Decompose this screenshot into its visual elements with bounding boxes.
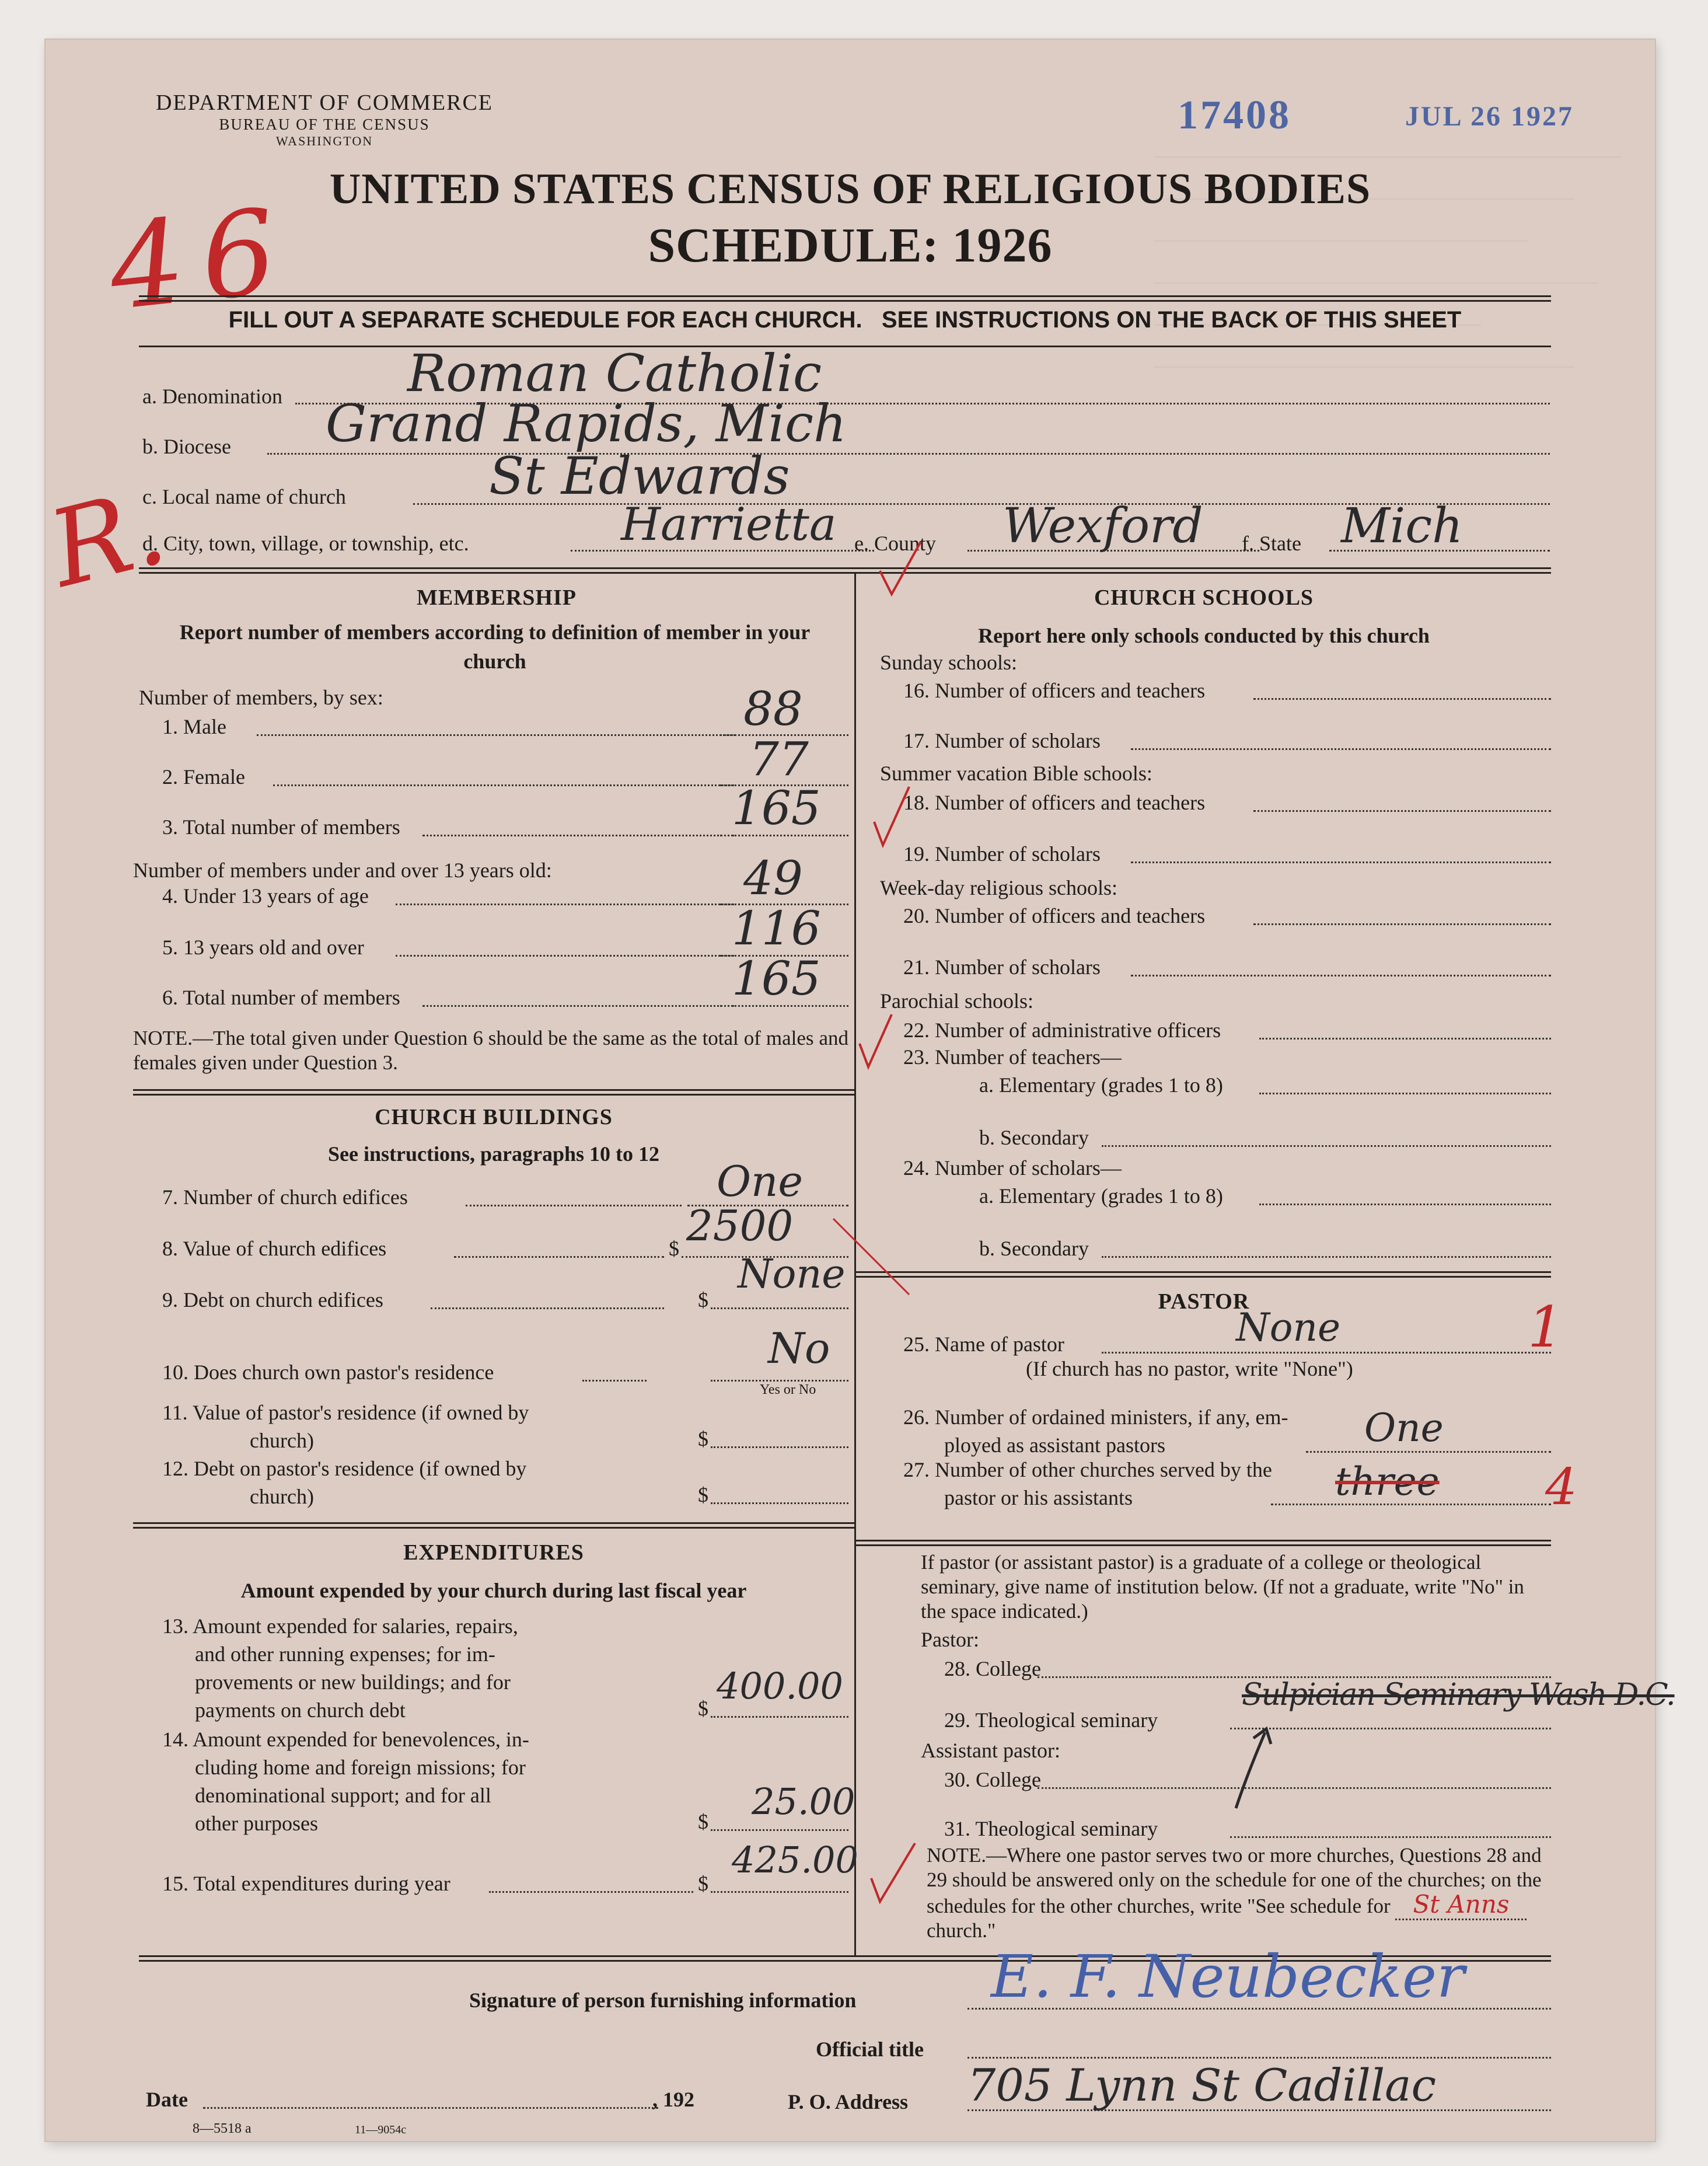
q26-line1: 26. Number of ordained ministers, if any, em- [903,1405,1288,1429]
date-label: Date [146,2088,188,2111]
q28-label: 28. College [944,1657,1041,1680]
state-label: f. State [1242,532,1301,555]
q5-label: 5. 13 years old and over [162,936,364,959]
graduate-instruction: If pastor (or assistant pastor) is a graduate of a college or theological seminary, give name of institution below. (If not a graduate, write "No" in the space indicated.) [921,1551,1524,1623]
q13-line4: payments on church debt [195,1698,406,1722]
signature-value: E. F. Neubecker [991,1942,1465,2011]
q3-value: 165 [732,781,821,835]
membership-section-title: MEMBERSHIP [417,585,577,610]
q29-value: Sulpician Seminary Wash D.C. [1242,1677,1675,1712]
red-check-marks [804,507,979,1907]
q15-value: 425.00 [732,1839,858,1881]
q23a-field[interactable] [1259,1090,1551,1094]
q21-field[interactable] [1131,972,1551,976]
q4-label: 4. Under 13 years of age [162,884,369,908]
q16-label: 16. Number of officers and teachers [903,679,1206,702]
q11-line2: church) [250,1429,314,1452]
q23-label: 23. Number of teachers— [903,1045,1122,1069]
q14-dollar: $ [698,1810,708,1833]
q25-label: 25. Name of pastor [903,1333,1064,1356]
form-number: 8—5518 a [193,2121,252,2136]
q20-field[interactable] [1253,921,1551,925]
q2-value: 77 [749,732,809,786]
state-value: Mich [1341,498,1463,554]
q10-label: 10. Does church own pastor's residence [162,1361,494,1384]
denomination-value: Roman Catholic [407,343,822,403]
city-label: d. City, town, village, or township, etc. [142,532,469,555]
q23b-label: b. Secondary [979,1126,1089,1149]
receipt-date-stamp: JUL 26 1927 [1405,101,1574,132]
q14-line2: cluding home and foreign missions; for [195,1756,526,1779]
schedule-title: SCHEDULE: 1926 [648,218,1053,273]
q21-label: 21. Number of scholars [903,955,1101,979]
expenditures-section-title: EXPENDITURES [403,1540,584,1565]
q9-label: 9. Debt on church edifices [162,1288,383,1312]
date-year-suffix: , 192 [652,2088,694,2111]
denomination-label: a. Denomination [142,385,282,408]
q25-instruction: (If church has no pastor, write "None") [1026,1357,1353,1380]
q12-line2: church) [250,1485,314,1508]
schools-subtitle: Report here only schools conducted by this church [978,624,1430,647]
county-label: e. County [854,532,936,555]
q12-line1: 12. Debt on pastor's residence (if owned by [162,1457,527,1480]
q15-dollar: $ [698,1872,708,1895]
signature-label: Signature of person furnishing information [469,1989,857,2012]
q11-dollar: $ [698,1427,708,1450]
weekday-schools-label: Week-day religious schools: [880,876,1118,899]
members-by-age-label: Number of members under and over 13 years old: [133,859,552,882]
pastor-note [927,1843,1551,1943]
q25-field[interactable] [1102,1349,1551,1354]
q29-label: 29. Theological seminary [944,1708,1158,1732]
buildings-section-title: CHURCH BUILDINGS [375,1105,613,1129]
pastor-sublabel: Pastor: [921,1628,980,1651]
q13-label [162,1612,518,1724]
q27-red-mark: 4 [1545,1458,1577,1516]
department-header [149,90,500,149]
q14-value: 25.00 [752,1780,855,1823]
reverse-side-bleedthrough [1154,127,1621,1236]
census-schedule-sheet [38,40,1675,2141]
q25-value: None [1236,1305,1341,1350]
receipt-number-stamp: 17408 [1178,93,1291,138]
q27-line1: 27. Number of other churches served by the [903,1458,1272,1481]
q13-value: 400.00 [717,1665,843,1707]
q9-value: None [738,1251,846,1297]
city-value: Harrietta [621,498,837,551]
pastor-section-title: PASTOR [1158,1289,1250,1314]
q14-line1: 14. Amount expended for benevolences, in- [162,1728,529,1751]
q14-line4: other purposes [195,1812,318,1835]
q24a-field[interactable] [1259,1201,1551,1205]
q18-field[interactable] [1253,808,1551,812]
q12-dollar: $ [698,1483,708,1506]
q7-label: 7. Number of church edifices [162,1185,408,1209]
q1-value: 88 [743,682,803,736]
date-field[interactable] [203,2105,658,2109]
q16-field[interactable] [1253,696,1551,700]
q6-label: 6. Total number of members [162,986,400,1009]
page-number-annotation: 46 [103,182,300,337]
q15-label: 15. Total expenditures during year [162,1872,450,1895]
q13-line2: and other running expenses; for im- [195,1642,495,1666]
q13-line1: 13. Amount expended for salaries, repairs, [162,1614,518,1638]
county-value: Wexford [1003,498,1203,554]
form-title: UNITED STATES CENSUS OF RELIGIOUS BODIES [329,165,1371,213]
q3-label: 3. Total number of members [162,815,400,839]
q9-dollar: $ [698,1288,708,1312]
po-address-label: P. O. Address [788,2090,909,2113]
hand-arrow-mark [1224,1721,1294,1814]
q14-label [162,1725,529,1837]
q26-line2: ployed as assistant pastors [944,1433,1165,1457]
q8-dollar: $ [669,1237,679,1260]
q24b-label: b. Secondary [979,1237,1089,1260]
q24b-field[interactable] [1102,1254,1551,1258]
q24a-label: a. Elementary (grades 1 to 8) [979,1184,1223,1208]
q17-field[interactable] [1131,746,1551,750]
q6-value: 165 [732,951,821,1006]
q27-value: three [1335,1459,1440,1504]
bureau-city: WASHINGTON [275,134,373,148]
q8-value: 2500 [686,1201,794,1250]
q19-field[interactable] [1131,859,1551,863]
q30-label: 30. College [944,1768,1041,1791]
parochial-schools-label: Parochial schools: [880,989,1033,1013]
pastor-note-text: NOTE.—Where one pastor serves two or more churches, Questions 28 and 29 should be answered only on the schedule for one of the churches; on the schedules for the other churches, write "See schedule for [927,1844,1542,1917]
print-number: 11—9054c [355,2123,407,2136]
q12-label [162,1455,526,1511]
q11-line1: 11. Value of pastor's residence (if owned by [162,1401,529,1424]
q18-label: 18. Number of officers and teachers [903,791,1206,814]
q23b-field[interactable] [1102,1143,1551,1147]
q4-value: 49 [743,851,803,905]
q13-line3: provements or new buildings; and for [195,1670,511,1694]
q24-label: 24. Number of scholars— [903,1156,1122,1180]
bureau-name: BUREAU OF THE CENSUS [219,116,430,133]
q27-line2: pastor or his assistants [944,1486,1133,1509]
q7-value: One [717,1157,804,1206]
q5-value: 116 [732,901,821,955]
r-mark-annotation: R. [38,465,177,612]
diocese-label: b. Diocese [142,435,231,458]
q1-label: 1. Male [162,715,226,738]
yes-or-no-hint: Yes or No [760,1382,816,1397]
q2-label: 2. Female [162,765,245,789]
q23a-label: a. Elementary (grades 1 to 8) [979,1073,1223,1097]
q20-label: 20. Number of officers and teachers [903,904,1206,927]
official-title-label: Official title [816,2038,924,2061]
diocese-value: Grand Rapids, Mich [326,393,847,454]
q17-label: 17. Number of scholars [903,729,1101,752]
expenditures-subtitle: Amount expended by your church during last fiscal year [240,1579,747,1602]
summer-schools-label: Summer vacation Bible schools: [880,762,1152,785]
q26-value: One [1364,1405,1444,1450]
q22-field[interactable] [1259,1035,1551,1040]
q19-label: 19. Number of scholars [903,842,1101,866]
q25-red-mark: 1 [1528,1295,1564,1360]
assistant-pastor-sublabel: Assistant pastor: [921,1739,1060,1762]
q13-dollar: $ [698,1697,708,1720]
membership-subtitle: Report number of members according to definition of member in your church [179,620,811,673]
q30-field[interactable] [1038,1785,1551,1789]
q31-field[interactable] [1230,1834,1551,1838]
official-title-field[interactable] [967,2055,1551,2059]
fill-out-instruction: FILL OUT A SEPARATE SCHEDULE FOR EACH CHURCH. SEE INSTRUCTIONS ON THE BACK OF THIS SHEET [228,307,1462,333]
pastor-note-fill: St Anns [1395,1890,1527,1920]
q10-value: No [768,1324,830,1373]
po-address-value: 705 Lynn St Cadillac [967,2059,1437,2111]
q14-line3: denominational support; and for all [195,1784,491,1807]
q22-label: 22. Number of administrative officers [903,1019,1221,1042]
pastor-note-end: church." [927,1919,996,1942]
q31-label: 31. Theological seminary [944,1817,1158,1840]
membership-note: NOTE.—The total given under Question 6 should be the same as the total of males and females given under Question 3. [133,1027,848,1074]
local-church-name-value: St Edwards [489,446,790,506]
local-church-name-label: c. Local name of church [142,485,346,508]
department-name: DEPARTMENT OF COMMERCE [155,90,494,115]
q8-label: 8. Value of church edifices [162,1237,387,1260]
q11-label [162,1398,529,1455]
schools-section-title: CHURCH SCHOOLS [1094,585,1314,610]
sunday-schools-label: Sunday schools: [880,651,1018,674]
members-by-sex-label: Number of members, by sex: [139,686,383,709]
buildings-subtitle: See instructions, paragraphs 10 to 12 [327,1142,660,1166]
